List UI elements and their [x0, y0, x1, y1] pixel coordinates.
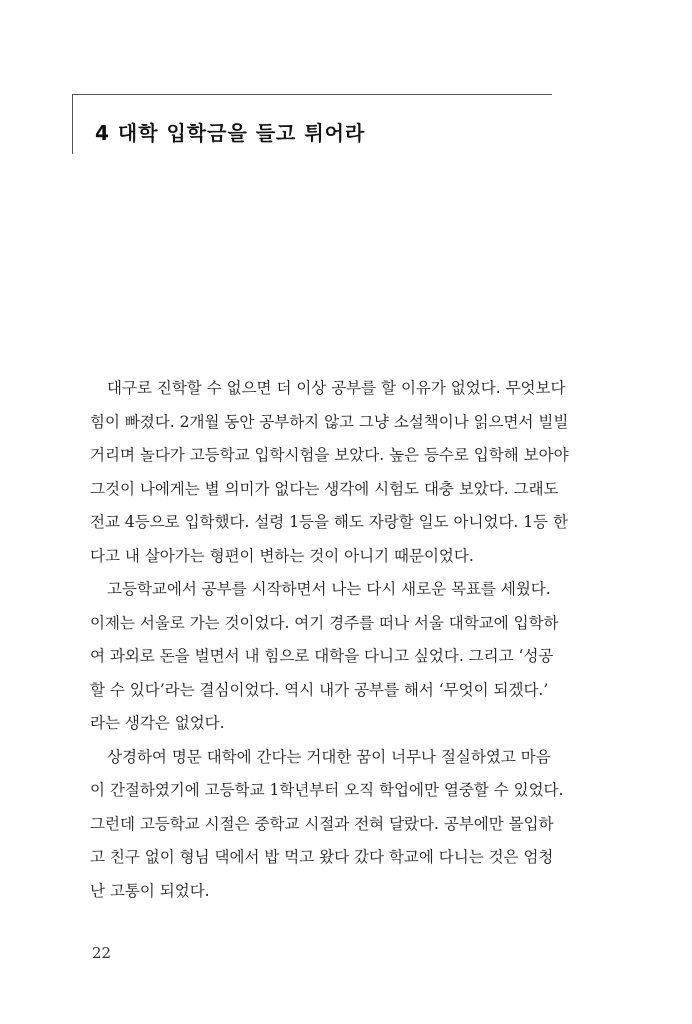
text-line: 전교 4등으로 입학했다. 설령 1등을 해도 자랑할 일도 아니었다. 1등 한: [90, 513, 569, 531]
body-text: [90, 372, 590, 908]
text-line: 할 수 있다’라는 결심이었다. 역시 내가 공부를 해서 ‘무엇이 되겠다.’: [90, 680, 549, 699]
text-line: 다고 내 살아가는 형편이 변하는 것이 아니기 때문이었다.: [90, 546, 474, 565]
page-number: 22: [92, 944, 112, 962]
text-line: 상경하여 명문 대학에 간다는 거대한 꿈이 너무나 절실하였고 마음: [107, 747, 551, 766]
text-line: 힘이 빠졌다. 2개월 동안 공부하지 않고 그냥 소설책이나 읽으면서 빌빌: [90, 412, 569, 431]
text-line: 그것이 나에게는 별 의미가 없다는 생각에 시험도 대충 보았다. 그래도: [90, 479, 559, 498]
text-line: 난 고통이 되었다.: [90, 881, 210, 900]
chapter-title: 4 대학 입학금을 들고 튀어라: [95, 121, 366, 145]
text-line: 거리며 놀다가 고등학교 입학시험을 보았다. 높은 등수로 입학해 보아야: [90, 446, 569, 464]
text-line: 고등학교에서 공부를 시작하면서 나는 다시 새로운 목표를 세웠다.: [107, 580, 551, 598]
text-line: 여 과외로 돈을 벌면서 내 힘으로 대학을 다니고 싶었다. 그리고 ‘성공: [90, 647, 554, 665]
text-line: 고 친구 없이 형님 댁에서 밥 먹고 왔다 갔다 학교에 다니는 것은 엄청: [90, 848, 554, 866]
text-line: 이 간절하였기에 고등학교 1학년부터 오직 학업에만 열중할 수 있었다.: [90, 781, 564, 799]
text-line: 대구로 진학할 수 없으면 더 이상 공부를 할 이유가 없었다. 무엇보다: [107, 379, 566, 397]
text-line: 그런데 고등학교 시절은 중학교 시절과 전혀 달랐다. 공부에만 몰입하: [90, 814, 554, 833]
chapter-header: [72, 94, 552, 154]
text-line: 라는 생각은 없었다.: [90, 714, 225, 732]
text-line: 이제는 서울로 가는 것이었다. 여기 경주를 떠나 서울 대학교에 입학하: [90, 613, 559, 632]
